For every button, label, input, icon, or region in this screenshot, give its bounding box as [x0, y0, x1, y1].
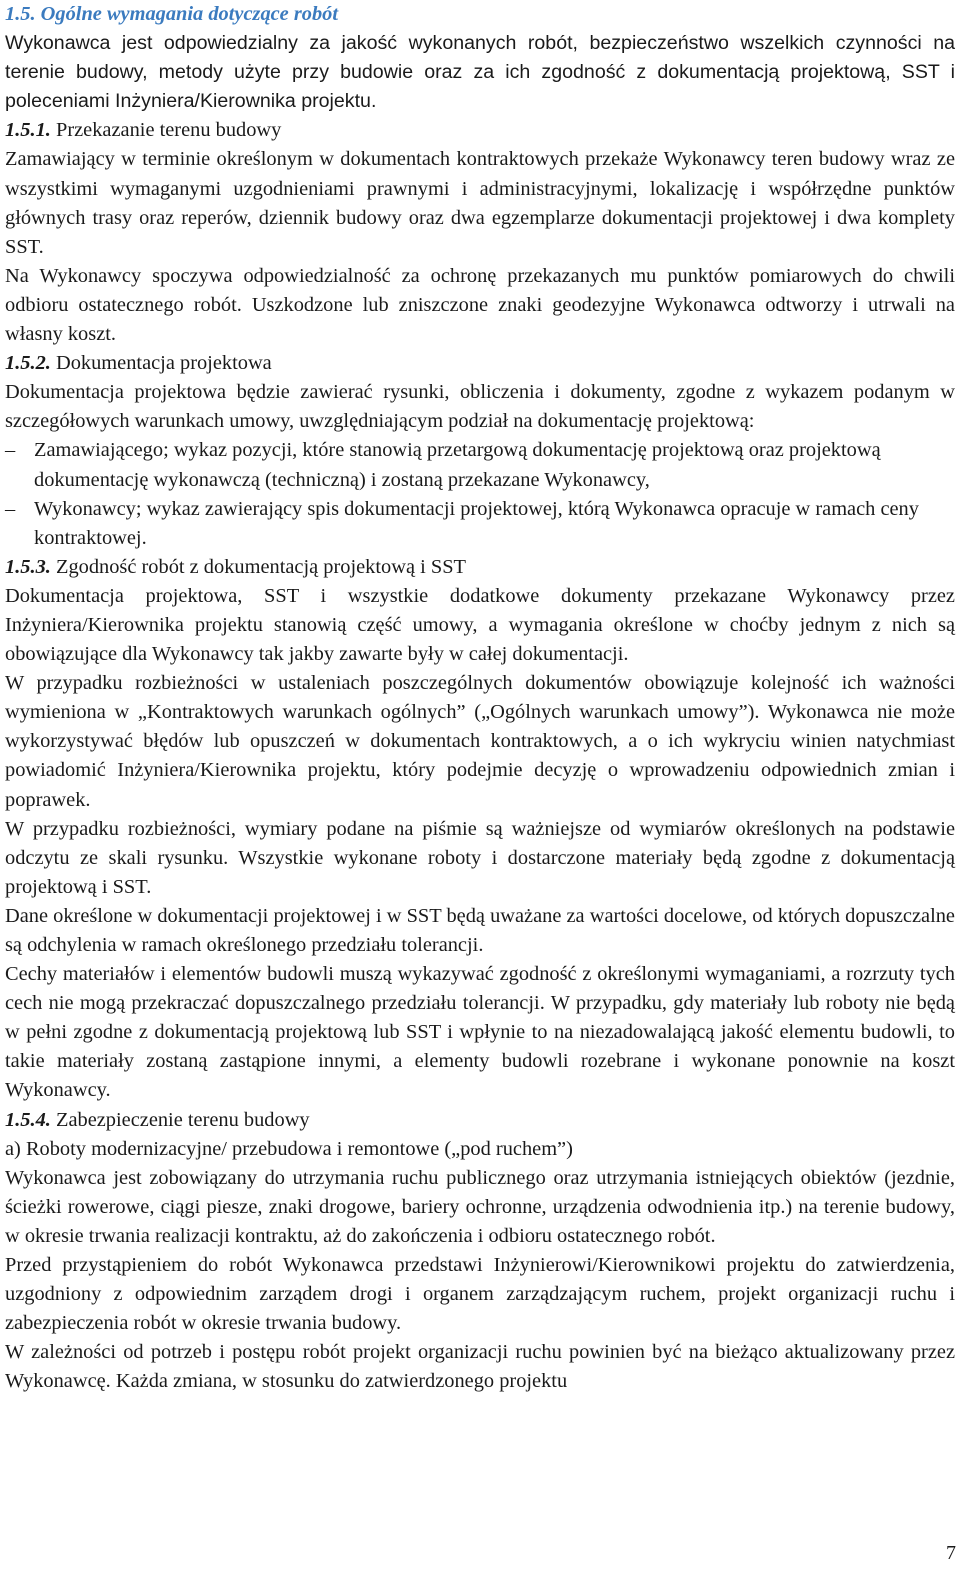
- paragraph: W przypadku rozbieżności w ustaleniach poszczególnych dokumentów obowiązuje kolejność ich ważności wymieniona w „Kontraktowych warunkach ogólnych” („Ogólnych warunkach umowy”). Wykonawca nie może wykorzystywać błędów lub opuszczeń w dokumentach kontraktowych, a o ich wykryciu winien natychmiast powiadomić Inżyniera/Kierownika projektu, który podejmie decyzję o wprowadzeniu odpowiednich zmian i poprawek.: [5, 672, 955, 811]
- subsection-title: Zabezpieczenie terenu budowy: [56, 1108, 310, 1131]
- page-number: 7: [946, 1542, 956, 1564]
- dash-list: [5, 436, 955, 552]
- dash-bullet: –: [5, 497, 16, 520]
- subheading-a: a) Roboty modernizacyjne/ przebudowa i remontowe („pod ruchem”): [5, 1137, 573, 1160]
- document-page: [5, 0, 955, 1397]
- list-item: [5, 436, 955, 494]
- list-item: [5, 495, 955, 553]
- paragraph: W przypadku rozbieżności, wymiary podane na piśmie są ważniejsze od wymiarów określonych na podstawie odczytu ze skali rysunku. Wszystkie wykonane roboty i dostarczone materiały będą zgodne z dokumentacją projektową i SST.: [5, 817, 955, 898]
- paragraph: Cechy materiałów i elementów budowli muszą wykazywać zgodność z określonymi wymaganiami, a rozrzuty tych cech nie mogą przekraczać dopuszczalnego przedziału tolerancji. W przypadku, gdy materiały lub roboty nie będą w pełni zgodne z dokumentacją projektową lub SST i wpłynie to na niezadowalającą jakość elementu budowli, to takie materiały zostaną zastąpione innymi, a elementy budowli rozebrane i wykonane ponownie na koszt Wykonawcy.: [5, 963, 955, 1102]
- dash-bullet: –: [5, 439, 16, 462]
- list-item-text: Wykonawcy; wykaz zawierający spis dokumentacji projektowej, którą Wykonawca opracuje w ramach ceny kontraktowej.: [34, 497, 919, 549]
- paragraph: Dokumentacja projektowa, SST i wszystkie dodatkowe dokumenty przekazane Wykonawcy przez Inżyniera/Kierownika projektu stanowią część umowy, a wymagania określone w choćby jednym z nich są obowiązujące dla Wykonawcy tak jakby zawarte były w całej dokumentacji.: [5, 584, 955, 666]
- paragraph: Przed przystąpieniem do robót Wykonawca przedstawi Inżynierowi/Kierownikowi projektu do zatwierdzenia, uzgodniony z odpowiednim zarządem drogi i organem zarządzającym ruchem, projekt organizacji ruchu i zabezpieczenia robót w okresie trwania budowy.: [5, 1254, 955, 1335]
- section-heading: 1.5. Ogólne wymagania dotyczące robót: [5, 3, 339, 25]
- subsection-title: Przekazanie terenu budowy: [56, 119, 282, 142]
- subsection-number: 1.5.3.: [5, 555, 51, 578]
- subsection-1-5-1-heading: [5, 116, 955, 145]
- subsection-number: 1.5.2.: [5, 352, 51, 375]
- paragraph: Na Wykonawcy spoczywa odpowiedzialność za ochronę przekazanych mu punktów pomiarowych do chwili odbioru ostatecznego robót. Uszkodzone lub zniszczone znaki geodezyjne Wykonawca odtworzy i utrwali na własny koszt.: [5, 264, 955, 346]
- subsection-number: 1.5.1.: [5, 119, 51, 142]
- paragraph: Dokumentacja projektowa będzie zawierać rysunki, obliczenia i dokumenty, zgodne z wykazem podanym w szczegółowych warunkach umowy, uwzględniającym podział na dokumentację projektową:: [5, 381, 955, 433]
- section-intro: Wykonawca jest odpowiedzialny za jakość wykonanych robót, bezpieczeństwo wszelkich czynności na terenie budowy, metody użyte przy budowie oraz za ich zgodność z dokumentacją projektową, SST i poleceniami Inżyniera/Kierownika projektu.: [5, 32, 955, 113]
- list-item-text: Zamawiającego; wykaz pozycji, które stanowią przetargową dokumentację projektową oraz projektową dokumentację wykonawczą (techniczną) i zostaną przekazane Wykonawcy,: [34, 439, 881, 491]
- paragraph: Wykonawca jest zobowiązany do utrzymania ruchu publicznego oraz utrzymania istniejących obiektów (jezdnie, ścieżki rowerowe, ciągi piesze, znaki drogowe, bariery ochronne, urządzenia odwodnienia itp.) na terenie budowy, w okresie trwania realizacji kontraktu, aż do zakończenia i odbioru ostatecznego robót.: [5, 1166, 955, 1247]
- subsection-title: Zgodność robót z dokumentacją projektową i SST: [56, 555, 466, 578]
- subsection-number: 1.5.4.: [5, 1108, 51, 1131]
- paragraph: W zależności od potrzeb i postępu robót projekt organizacji ruchu powinien być na bieżąco aktualizowany przez Wykonawcę. Każda zmiana, w stosunku do zatwierdzonego projektu: [5, 1341, 955, 1393]
- subsection-1-5-2-heading: [5, 349, 955, 378]
- subsection-1-5-4-heading: [5, 1106, 955, 1135]
- paragraph: Dane określone w dokumentacji projektowej i w SST będą uważane za wartości docelowe, od których dopuszczalne są odchylenia w ramach określonego przedziału tolerancji.: [5, 904, 955, 956]
- paragraph: Zamawiający w terminie określonym w dokumentach kontraktowych przekaże Wykonawcy teren budowy wraz ze wszystkimi wymaganymi uzgodnieniami prawnymi i administracyjnymi, lokalizację i współrzędne punktów głównych trasy oraz reperów, dziennik budowy oraz dwa egzemplarze dokumentacji projektowej i dwa komplety SST.: [5, 148, 955, 258]
- subsection-1-5-3-heading: [5, 553, 955, 582]
- subsection-title: Dokumentacja projektowa: [56, 352, 272, 375]
